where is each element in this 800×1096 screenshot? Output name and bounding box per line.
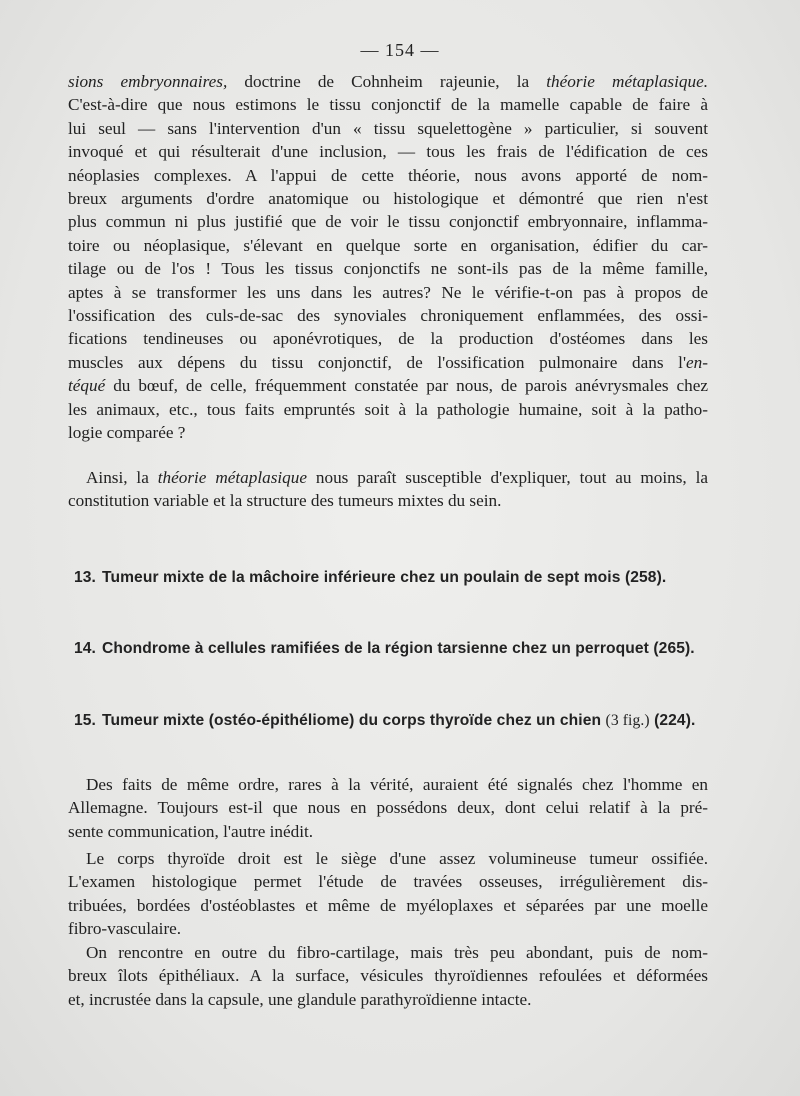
text-run: logie comparée ?: [68, 423, 186, 443]
section-heading-14: [74, 640, 714, 658]
text-run: du bœuf, de celle, fréquemment constatée par nous, de parois anévrysmales chez: [105, 376, 708, 396]
text-run: invoqué et qui résulterait d'une inclusion, — tous les frais de l'édification de ces: [68, 142, 708, 162]
italic-text: théorie métaplasique: [157, 468, 307, 487]
italic-text: téqué: [68, 376, 106, 396]
text-run: Des faits de même ordre, rares à la vérité, auraient été signalés chez l'homme en: [86, 775, 708, 794]
text-line: [68, 70, 708, 93]
text-run: et, incrustée dans la capsule, une glandule parathyroïdienne intacte.: [68, 989, 532, 1009]
text-run: fibro-vasculaire.: [68, 919, 182, 939]
text-line: [68, 964, 708, 987]
text-run: fications tendineuses ou aponévrotiques, de la production d'ostéomes dans les: [68, 329, 708, 349]
text-line: [68, 894, 708, 917]
heading-reference: (258).: [624, 569, 667, 586]
heading-text: Tumeur mixte de la mâchoire inférieure chez un poulain de sept mois: [101, 569, 621, 586]
text-run: tilage ou de l'os ! Tous les tissus conjonctifs ne sont-ils pas de la même famille,: [68, 259, 708, 279]
text-run: l'ossification des culs-de-sac des synoviales chroniquement enflammées, des ossi-: [68, 306, 708, 326]
text-run: breux arguments d'ordre anatomique ou histologique et démontré que rien n'est: [68, 189, 708, 209]
text-run: muscles aux dépens du tissu conjonctif, de l'ossification pulmonaire dans l': [68, 352, 687, 372]
text-run: sente communication, l'autre inédit.: [68, 821, 314, 841]
text-line: [68, 140, 708, 163]
text-line: [68, 93, 708, 116]
heading-text: Tumeur mixte (ostéo-épithéliome) du corps thyroïde chez un chien: [101, 712, 602, 729]
text-line: [68, 257, 708, 280]
text-run: nous paraît susceptible d'expliquer, tout au moins, la: [306, 468, 708, 487]
text-line: [68, 870, 708, 893]
section-heading-15: [74, 712, 714, 730]
text-run: néoplasies complexes. A l'appui de cette théorie, nous avons apporté de nom-: [68, 165, 708, 185]
text-line: [68, 489, 708, 512]
text-line: [68, 796, 708, 819]
text-line: [68, 351, 708, 374]
text-run: tribuées, bordées d'ostéoblastes et même de myéloplaxes et séparées par une moelle: [68, 895, 708, 915]
text-run: On rencontre en outre du fibro-cartilage, mais très peu abondant, puis de nom-: [86, 943, 708, 962]
page-number: — 154 —: [360, 40, 440, 60]
text-line: [68, 117, 708, 140]
text-line: [68, 847, 708, 870]
text-line: [68, 234, 708, 257]
text-run: L'examen histologique permet l'étude de travées osseuses, irrégulièrement dis-: [68, 872, 708, 892]
text-run: les animaux, etc., tous faits empruntés soit à la pathologie humaine, soit à la patho-: [68, 399, 708, 419]
text-run: breux îlots épithéliaux. A la surface, vésicules thyroïdiennes refoulées et déformées: [68, 966, 708, 986]
text-run: toire ou néoplasique, s'élevant en quelque sorte en organisation, édifier du car-: [68, 235, 708, 255]
text-line: [68, 421, 708, 444]
text-line: [68, 327, 708, 350]
text-run: aptes à se transformer les uns dans les autres? Ne le vérifie-t-on pas à propos de: [68, 282, 708, 302]
heading-reference: (224).: [654, 712, 696, 729]
text-line: [68, 164, 708, 187]
paragraph-thyroid-body: [68, 847, 708, 941]
heading-number: 15.: [74, 712, 96, 729]
heading-number: 14.: [74, 640, 96, 657]
paragraph-fibro-cartilage: [68, 941, 708, 1011]
text-run: C'est-à-dire que nous estimons le tissu conjonctif de la mamelle capable de faire à: [68, 95, 708, 115]
text-run: doctrine de Cohnheim rajeunie, la: [227, 72, 547, 91]
text-line: [68, 304, 708, 327]
text-line: [68, 281, 708, 304]
heading-text: Chondrome à cellules ramifiées de la région tarsienne chez un perroquet: [101, 640, 649, 657]
text-run: plus commun ni plus justifié que de voir le tissu conjonctif embryonnaire, inflamma-: [68, 212, 708, 232]
text-line: [68, 773, 708, 796]
text-line: [68, 941, 708, 964]
text-line: [68, 187, 708, 210]
text-run: Allemagne. Toujours est-il que nous en possédons deux, dont celui relatif à la pré-: [68, 798, 708, 818]
italic-text: sions embryonnaires,: [68, 72, 228, 91]
text-run: lui seul — sans l'intervention d'un « tissu squelettogène » particulier, si souvent: [68, 118, 708, 138]
heading-reference: (265).: [653, 640, 695, 657]
text-line: [68, 466, 708, 489]
section-heading-13: [74, 569, 714, 587]
paragraph-conclusion: [68, 466, 708, 513]
paragraph-metaplasic-theory: [68, 70, 708, 445]
text-line: [68, 374, 708, 397]
paragraph-same-order-facts: [68, 773, 708, 843]
italic-text: en-: [686, 352, 708, 372]
text-run: constitution variable et la structure des tumeurs mixtes du sein.: [68, 491, 502, 511]
text-line: [68, 210, 708, 233]
heading-number: 13.: [74, 569, 96, 586]
text-line: [68, 988, 708, 1011]
text-line: [68, 917, 708, 940]
heading-note: (3 fig.): [605, 712, 650, 729]
text-run: Ainsi, la: [86, 468, 158, 487]
text-line: [68, 398, 708, 421]
text-line: [68, 820, 708, 843]
text-run: Le corps thyroïde droit est le siège d'une assez volumineuse tumeur ossifiée.: [86, 849, 708, 868]
italic-text: théorie métaplasique.: [546, 72, 708, 91]
